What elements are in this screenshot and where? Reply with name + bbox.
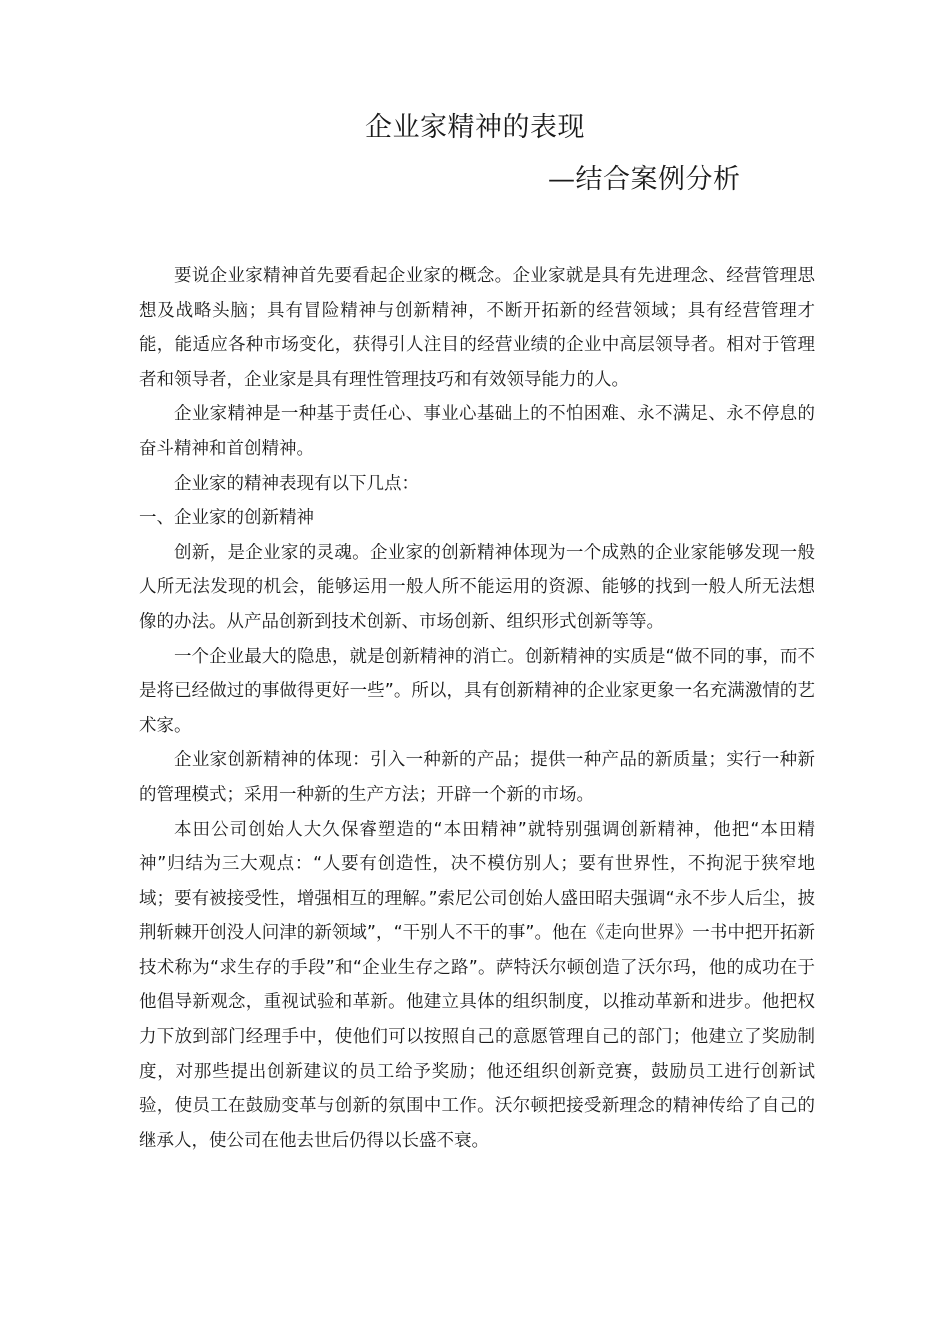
paragraph-innovation-soul: 创新，是企业家的灵魂。企业家的创新精神体现为一个成熟的企业家能够发现一般人所无法发现的机会，能够运用一般人所不能运用的资源、能够的找到一般人所无法想像的办法。从产品创新到技术创新、市场创新、组织形式创新等等。 xyxy=(139,542,815,632)
document-body xyxy=(139,259,815,1158)
paragraph-innovation-cases: 本田公司创始人大久保睿塑造的“本田精神”就特别强调创新精神，他把“本田精神”归结为三大观点：“人要有创造性，决不模仿别人；要有世界性，不拘泥于狭窄地域；要有被接受性，增强相互的理解。”索尼公司创始人盛田昭夫强调“永不步人后尘，披荆斩棘开创没人问津的新领域”，“干别人不干的事”。他在《走向世界》一书中把开拓新技术称为“求生存的手段”和“企业生存之路”。萨特沃尔顿创造了沃尔玛，他的成功在于他倡导新观念，重视试验和革新。他建立具体的组织制度，以推动革新和进步。他把权力下放到部门经理手中，使他们可以按照自己的意愿管理自己的部门；他建立了奖励制度，对那些提出创新建议的员工给予奖励；他还组织创新竞赛，鼓励员工进行创新试验，使员工在鼓励变革与创新的氛围中工作。沃尔顿把接受新理念的精神传给了自己的继承人，使公司在他去世后仍得以长盛不衰。 xyxy=(139,819,815,1151)
section-heading-innovation: 一、企业家的创新精神 xyxy=(139,508,314,529)
paragraph-innovation-forms: 企业家创新精神的体现：引入一种新的产品；提供一种产品的新质量；实行一种新的管理模式；采用一种新的生产方法；开辟一个新的市场。 xyxy=(139,750,815,805)
document-subtitle: —结合案例分析 xyxy=(548,164,741,195)
paragraph-entrepreneurship-definition: 企业家精神是一种基于责任心、事业心基础上的不怕困难、永不满足、永不停息的奋斗精神和首创精神。 xyxy=(139,404,815,459)
paragraph-innovation-risk: 一个企业最大的隐患，就是创新精神的消亡。创新精神的实质是“做不同的事，而不是将已经做过的事做得更好一些”。所以，具有创新精神的企业家更象一名充满激情的艺术家。 xyxy=(139,646,815,736)
paragraph-intro-points: 企业家的精神表现有以下几点： xyxy=(174,473,419,494)
document-title: 企业家精神的表现 xyxy=(365,112,585,143)
paragraph-entrepreneur-definition: 要说企业家精神首先要看起企业家的概念。企业家就是具有先进理念、经营管理思想及战略头脑；具有冒险精神与创新精神，不断开拓新的经营领域；具有经营管理才能，能适应各种市场变化，获得引人注目的经营业绩的企业中高层领导者。相对于管理者和领导者，企业家是具有理性管理技巧和有效领导能力的人。 xyxy=(139,266,815,390)
